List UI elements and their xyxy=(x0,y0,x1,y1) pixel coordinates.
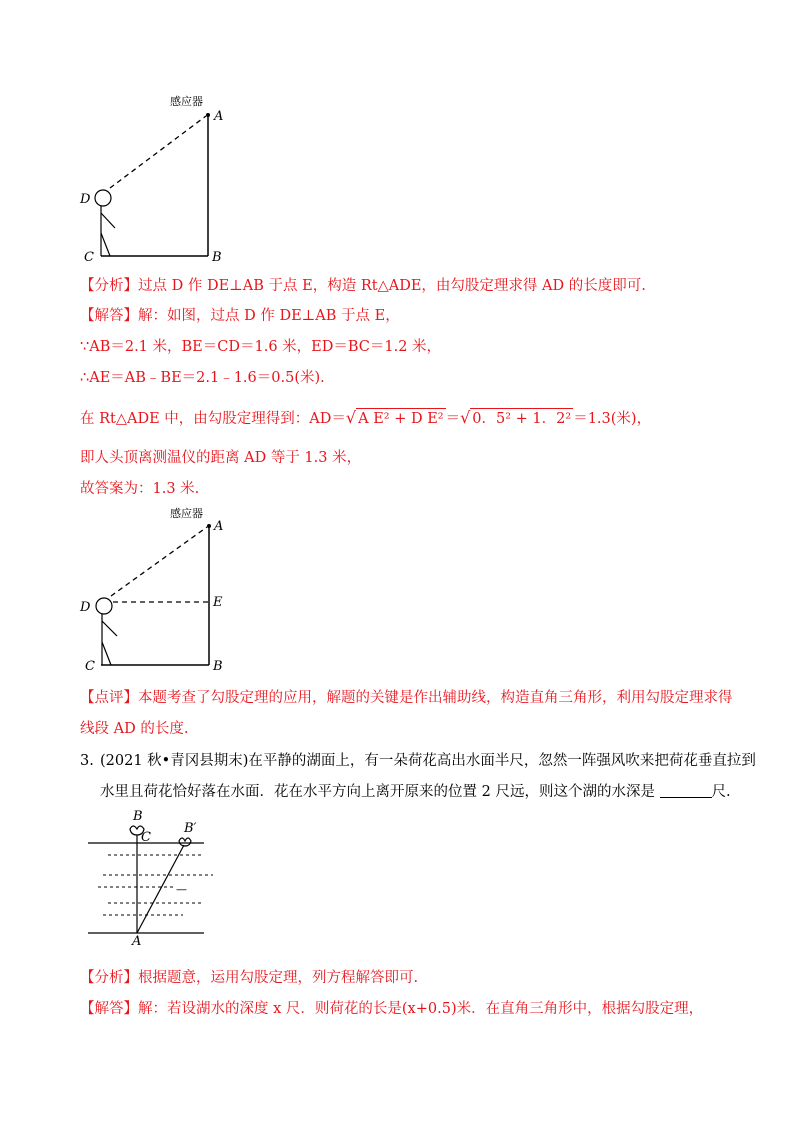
question-number: 3. xyxy=(80,753,94,769)
label-C: C xyxy=(84,250,94,265)
question-text-1: (2021 秋•青冈县期末)在平静的湖面上，有一朵荷花高出水面半尺，忽然一阵强风吹来把荷花垂直拉到 xyxy=(100,753,756,769)
distance-line: 即人头顶离测温仪的距离 AD 等于 1.3 米， xyxy=(80,450,362,466)
comment-line-2: 线段 AD 的长度. xyxy=(80,721,189,737)
figure-sensor-1 xyxy=(70,88,230,268)
dash-mark: — xyxy=(176,883,187,896)
dashed-DA xyxy=(110,116,206,188)
q3-analysis-tag: 【分析】 xyxy=(80,970,138,986)
comment-text-1: 本题考查了勾股定理的应用，解题的关键是作出辅助线，构造直角三角形，利用勾股定理求得 xyxy=(138,690,733,706)
analysis-tag: 【分析】 xyxy=(80,278,138,294)
q3-analysis-line xyxy=(80,968,418,988)
rt-sqrt2: 0．5² + 1．2² xyxy=(470,408,573,429)
rt-result: ＝1.3(米)， xyxy=(573,411,652,427)
label-B-2: B xyxy=(213,659,223,674)
label-E-2: E xyxy=(213,595,223,610)
q3-solution-line xyxy=(80,999,703,1019)
q3-analysis-text: 根据题意，运用勾股定理，列方程解答即可. xyxy=(138,970,419,986)
analysis-line xyxy=(80,276,646,296)
label-B-prime: B′ xyxy=(184,821,197,836)
analysis-text: 过点 D 作 DE⊥AB 于点 E，构造 Rt△ADE，由勾股定理求得 AD 的长度即可. xyxy=(138,278,646,294)
label-C-2: C xyxy=(85,659,95,674)
comment-tag: 【点评】 xyxy=(80,690,138,706)
person-leg-2 xyxy=(102,642,111,665)
person-head-2 xyxy=(96,598,112,614)
comment-line-1 xyxy=(80,688,733,708)
dashed-DA-2 xyxy=(111,527,207,596)
rt-prefix: 在 Rt△ADE 中，由勾股定理得到：AD＝ xyxy=(80,411,346,427)
label-B: B xyxy=(133,809,143,824)
rt-eq: ＝ xyxy=(445,411,461,427)
person-arm xyxy=(101,213,115,228)
figure-lotus xyxy=(78,805,218,945)
answer-line: 故答案为：1.3 米. xyxy=(80,481,200,497)
q3-solution-tag: 【解答】 xyxy=(80,1001,138,1017)
solution-line xyxy=(80,306,400,326)
person-head xyxy=(95,190,111,206)
question-text-2 xyxy=(100,782,731,802)
sensor-label-2: 感应器 xyxy=(170,507,203,520)
rt-line: 在 Rt△ADE 中，由勾股定理得到：AD＝√ A E² + D E² ＝√ 0．5² + 1．2² ＝1.3(米)， xyxy=(80,408,652,427)
label-C: C xyxy=(141,830,151,845)
rt-sqrt1: A E² + D E² xyxy=(356,408,445,429)
person-leg xyxy=(101,233,110,256)
therefore-line: ∴AE＝AB﹣BE＝2.1﹣1.6＝0.5(米). xyxy=(80,370,325,386)
person-arm-2 xyxy=(102,621,117,636)
label-D-2: D xyxy=(80,600,91,615)
label-A: A xyxy=(132,934,142,945)
label-A: A xyxy=(214,109,224,124)
given-line: ∵AB＝2.1 米，BE＝CD＝1.6 米，ED＝BC＝1.2 米， xyxy=(80,339,442,355)
answer-blank[interactable] xyxy=(660,783,712,798)
question-text-2b: 尺. xyxy=(711,784,731,800)
sensor-label: 感应器 xyxy=(170,95,203,108)
solution-tag: 【解答】 xyxy=(80,308,138,324)
figure-sensor-2 xyxy=(70,500,240,680)
question-text-2a: 水里且荷花恰好落在水面．花在水平方向上离开原来的位置 2 尺远，则这个湖的水深是 xyxy=(100,784,655,800)
label-A-2: A xyxy=(214,519,224,534)
label-B: B xyxy=(212,250,222,265)
lotus-flower-moved xyxy=(179,838,191,846)
solution-text: 解：如图，过点 D 作 DE⊥AB 于点 E， xyxy=(138,308,400,324)
q3-solution-text: 解：若设湖水的深度 x 尺．则荷花的长是(x+0.5)米．在直角三角形中，根据勾股定理， xyxy=(138,1001,704,1017)
label-D: D xyxy=(80,192,91,207)
